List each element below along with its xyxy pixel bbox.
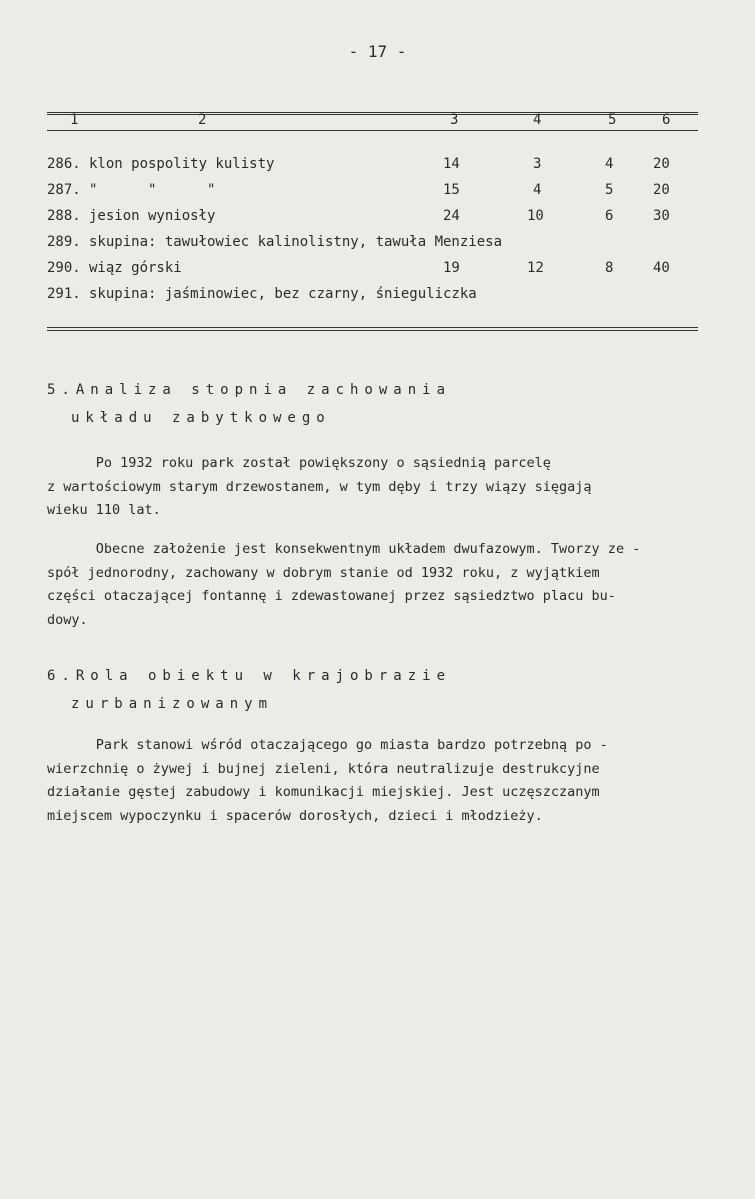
- table-top-rule-2: [47, 114, 698, 115]
- row-number: 287.: [47, 182, 81, 198]
- section-6-heading-cont: zurbanizowanym: [71, 696, 274, 712]
- row-number: 288.: [47, 208, 81, 224]
- text-line: z wartościowym starym drzewostanem, w tym dęby i trzy wiązy sięgają: [47, 478, 592, 495]
- col-header-4: 4: [533, 112, 542, 128]
- section-5-paragraph-1: [47, 452, 687, 523]
- cell-col6: 40: [653, 260, 670, 276]
- plant-name: klon pospolity kulisty: [89, 156, 275, 172]
- table-bottom-rule: [47, 327, 698, 328]
- col-header-3: 3: [450, 112, 459, 128]
- row-number: 291.: [47, 286, 81, 302]
- table-row: [47, 156, 698, 176]
- text-line: części otaczającej fontannę i zdewastowanej przez sąsiedztwo placu bu-: [47, 588, 616, 604]
- table-top-rule: [47, 112, 698, 113]
- col-header-6: 6: [662, 112, 671, 128]
- section-5-paragraph-2: [47, 538, 687, 632]
- section-5-heading: 5.Analiza stopnia zachowania: [47, 382, 452, 398]
- table-row: [47, 208, 698, 228]
- cell-col3: 15: [443, 182, 460, 198]
- col-header-5: 5: [608, 112, 617, 128]
- row-number: 286.: [47, 156, 81, 172]
- cell-col6: 30: [653, 208, 670, 224]
- plant-name: skupina: tawułowiec kalinolistny, tawuła Menziesa: [89, 234, 503, 250]
- cell-col6: 20: [653, 156, 670, 172]
- row-number: 290.: [47, 260, 81, 276]
- cell-col5: 5: [605, 182, 614, 198]
- plant-name: " " ": [89, 182, 216, 198]
- section-6-paragraph-1: [47, 734, 687, 828]
- text-line: Park stanowi wśród otaczającego go miasta bardzo potrzebną po -: [47, 737, 608, 753]
- text-line: miejscem wypoczynku i spacerów dorosłych, dzieci i młodzieży.: [47, 807, 543, 824]
- text-line: Po 1932 roku park został powiększony o sąsiednią parcelę: [47, 455, 551, 471]
- table-bottom-rule-2: [47, 330, 698, 331]
- cell-col3: 24: [443, 208, 460, 224]
- text-line: wieku 110 lat.: [47, 502, 161, 518]
- page-number: - 17 -: [348, 42, 407, 61]
- plant-name: wiąz górski: [89, 260, 182, 276]
- col-header-2: 2: [198, 112, 207, 128]
- text-line: działanie gęstej zabudowy i komunikacji miejskiej. Jest uczęszczanym: [47, 784, 600, 800]
- cell-col3: 19: [443, 260, 460, 276]
- text-line: Obecne założenie jest konsekwentnym układem dwufazowym. Tworzy ze -: [47, 541, 641, 557]
- plant-name: jesion wyniosły: [89, 208, 216, 224]
- cell-col5: 8: [605, 260, 614, 276]
- section-6-heading: 6.Rola obiektu w krajobrazie: [47, 668, 452, 684]
- cell-col4: 4: [533, 182, 542, 198]
- table-row: [47, 286, 698, 306]
- cell-col3: 14: [443, 156, 460, 172]
- section-5-heading-cont: układu zabytkowego: [71, 410, 331, 426]
- cell-col4: 3: [533, 156, 542, 172]
- plant-name: skupina: jaśminowiec, bez czarny, śnieguliczka: [89, 286, 477, 302]
- table-row: [47, 182, 698, 202]
- text-line: dowy.: [47, 611, 88, 628]
- table-row: [47, 234, 698, 254]
- text-line: spół jednorodny, zachowany w dobrym stanie od 1932 roku, z wyjątkiem: [47, 564, 600, 581]
- col-header-1: 1: [70, 112, 79, 128]
- table-header-rule: [47, 130, 698, 131]
- row-number: 289.: [47, 234, 81, 250]
- cell-col6: 20: [653, 182, 670, 198]
- cell-col5: 4: [605, 156, 614, 172]
- cell-col4: 12: [527, 260, 544, 276]
- text-line: wierzchnię o żywej i bujnej zieleni, która neutralizuje destrukcyjne: [47, 760, 600, 777]
- cell-col5: 6: [605, 208, 614, 224]
- cell-col4: 10: [527, 208, 544, 224]
- table-row: [47, 260, 698, 280]
